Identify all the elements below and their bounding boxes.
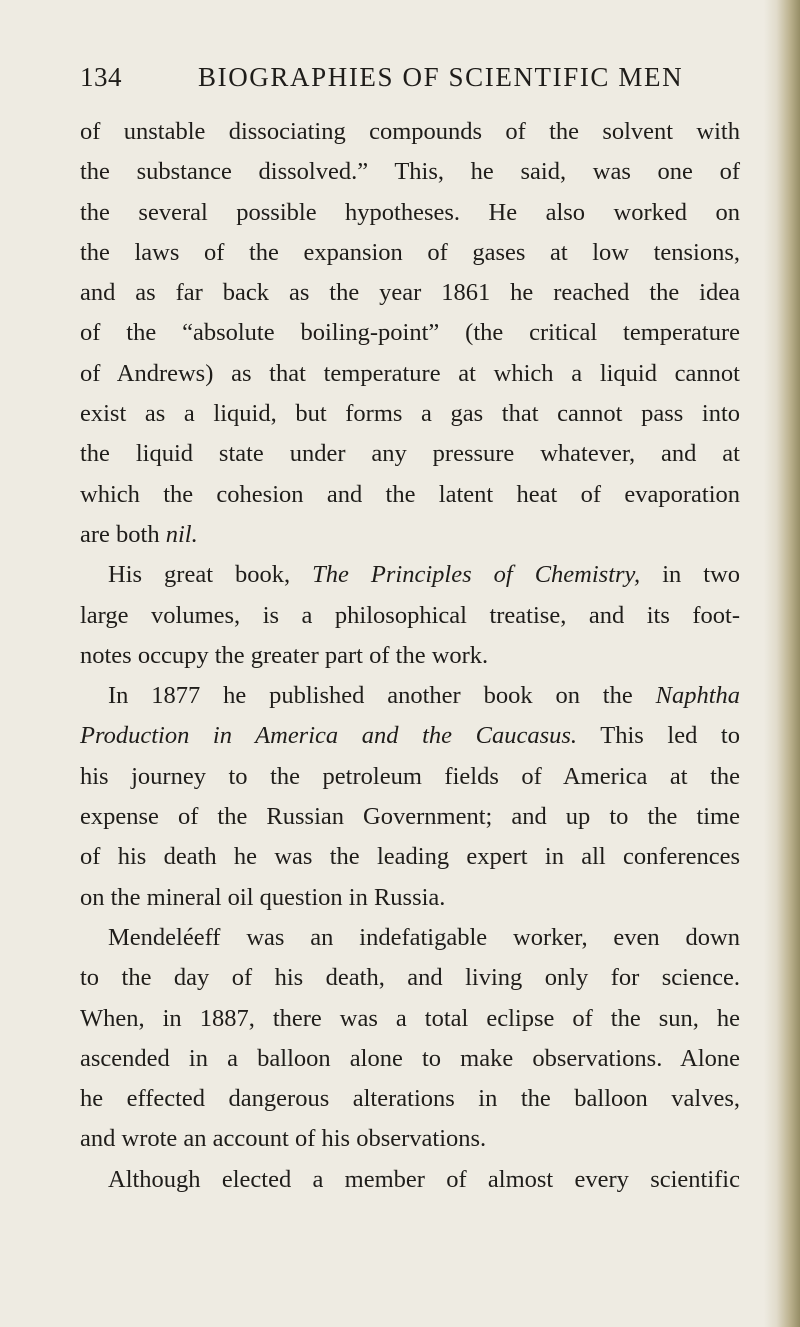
text-line [80, 515, 740, 555]
text-line [80, 716, 740, 756]
text-line: large volumes, is a philosophical treatise, and its foot- [80, 601, 740, 629]
text-line: on the mineral oil question in Russia. [80, 883, 446, 911]
text-line: he effected dangerous alterations in the balloon valves, [80, 1085, 740, 1113]
body-text [80, 112, 740, 1200]
book-title: The Principles of Chemistry, [312, 561, 641, 589]
text-line: his journey to the petroleum fields of America at the [80, 762, 740, 790]
page-edge-shadow [764, 0, 800, 1327]
text-line: and as far back as the year 1861 he reached the idea [80, 279, 740, 307]
text-line: ascended in a balloon alone to make observations. Alone [80, 1044, 740, 1072]
text-line: which the cohesion and the latent heat of evaporation [80, 480, 740, 508]
text-line: of Andrews) as that temperature at which a liquid cannot [80, 359, 740, 387]
text-line: the substance dissolved.” This, he said, was one of [80, 158, 740, 186]
text-span: His great book, [108, 561, 291, 589]
text-line: Although elected a member of almost every scientific [108, 1165, 740, 1193]
text-line: the several possible hypotheses. He also worked on [80, 198, 740, 226]
text-line: to the day of his death, and living only for science. [80, 964, 740, 992]
page-number: 134 [80, 62, 122, 92]
text-line: of unstable dissociating compounds of the solvent with [80, 118, 740, 145]
book-title: Naphtha [655, 682, 741, 710]
text-line: Mendeléeff was an indefatigable worker, even down [108, 923, 740, 951]
text-line: the laws of the expansion of gases at low tensions, [80, 238, 740, 266]
text-span: are both [80, 520, 160, 548]
text-span: In 1877 he published another book on the [108, 682, 633, 710]
text-span: This led to [600, 722, 740, 750]
book-title: Production in America and the Caucasus. [80, 722, 578, 750]
running-head: BIOGRAPHIES OF SCIENTIFIC MEN [198, 62, 684, 92]
text-line: and wrote an account of his observations. [80, 1125, 487, 1153]
text-line: notes occupy the greater part of the work. [80, 641, 489, 669]
text-line: of the “absolute boiling-point” (the critical temperature [80, 319, 740, 347]
text-line: When, in 1887, there was a total eclipse of the sun, he [80, 1004, 740, 1032]
text-line [80, 676, 740, 716]
text-line: the liquid state under any pressure whatever, and at [80, 440, 740, 468]
text-line: exist as a liquid, but forms a gas that cannot pass into [80, 400, 740, 428]
text-line: of his death he was the leading expert in all conferences [80, 843, 740, 871]
italic-text: nil. [165, 520, 198, 548]
text-span: in two [662, 561, 741, 589]
page-header [80, 62, 740, 98]
text-line [80, 555, 740, 595]
text-line: expense of the Russian Government; and up to the time [80, 803, 740, 831]
